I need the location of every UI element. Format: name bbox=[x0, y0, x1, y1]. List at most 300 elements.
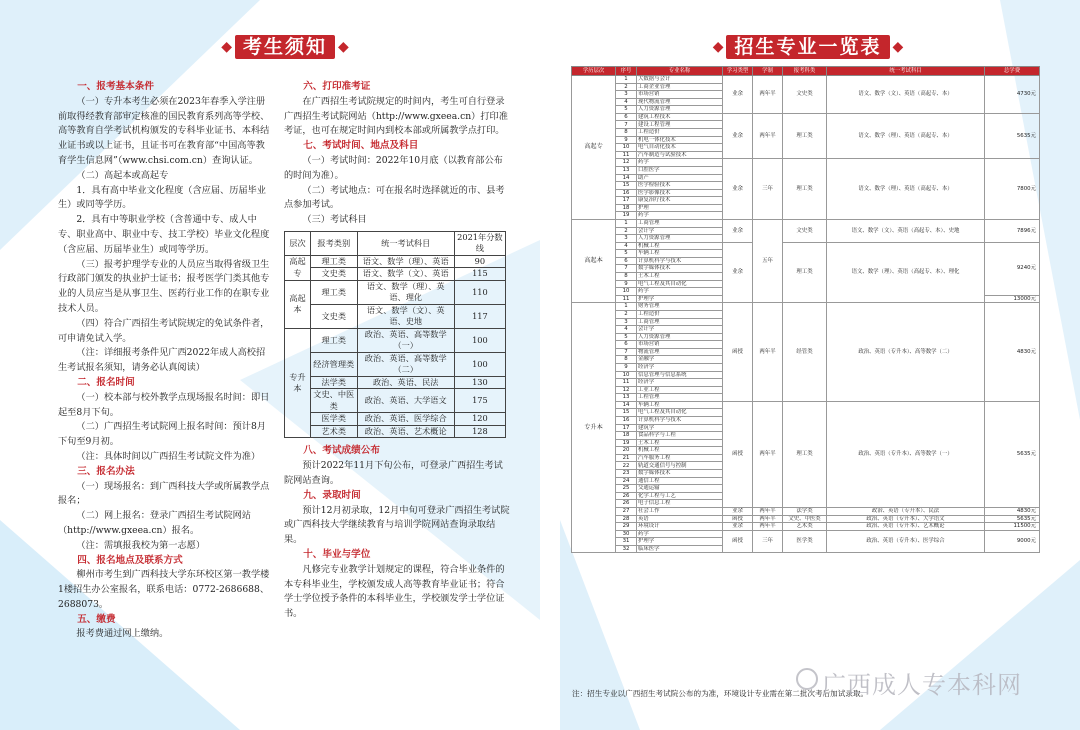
seq-cell: 12 bbox=[616, 386, 637, 394]
seq-cell: 17 bbox=[616, 424, 637, 432]
major-name-cell: 食品科学与工程 bbox=[637, 432, 723, 440]
exam-cell: 艺术类 bbox=[310, 425, 357, 438]
section-heading: 五、缴费 bbox=[77, 613, 116, 625]
seq-cell: 32 bbox=[616, 545, 637, 553]
majors-row bbox=[572, 113, 1040, 121]
majors-header-cell: 报考科类 bbox=[783, 67, 827, 76]
seq-cell: 7 bbox=[616, 121, 637, 129]
study-type-cell: 业余 bbox=[723, 242, 753, 303]
category-cell: 文史类 bbox=[783, 76, 827, 114]
exam-cell: 政治、英语、大学语文 bbox=[357, 389, 454, 413]
majors-header-cell: 学习类型 bbox=[723, 67, 753, 76]
major-name-cell: 物流管理 bbox=[637, 348, 723, 356]
ornament-icon: ◆ bbox=[712, 39, 724, 55]
major-name-cell: 土木工程 bbox=[637, 439, 723, 447]
left-title: 考生须知 bbox=[235, 35, 335, 59]
seq-cell: 29 bbox=[616, 523, 637, 531]
subjects-cell: 语文、数学（理）、英语（高起专、本）、理化 bbox=[827, 242, 985, 303]
exam-cell: 政治、英语、高等数学（二） bbox=[357, 352, 454, 376]
major-name-cell: 环境设计 bbox=[637, 523, 723, 531]
majors-header-cell: 序号 bbox=[616, 67, 637, 76]
duration-cell: 两年半 bbox=[753, 523, 783, 531]
paragraph: （注：需填报我校为第一志愿） bbox=[76, 539, 206, 551]
exam-table-row bbox=[285, 425, 506, 438]
seq-cell: 1 bbox=[616, 303, 637, 311]
paragraph: （注：详细报考条件见广西2022年成人高校招生考试报名须知，请务必认真阅读） bbox=[58, 347, 266, 374]
exam-table-header bbox=[285, 231, 506, 255]
notice-column-1 bbox=[58, 80, 270, 642]
category-cell: 艺术类 bbox=[783, 523, 827, 531]
seq-cell: 15 bbox=[616, 409, 637, 417]
fee-cell: 11500元 bbox=[985, 523, 1040, 531]
category-cell: 文史类 bbox=[783, 219, 827, 242]
exam-header-cell: 报考类别 bbox=[310, 231, 357, 255]
category-cell: 理工类 bbox=[783, 242, 827, 303]
majors-row bbox=[572, 159, 1040, 167]
section-heading: 十、毕业与学位 bbox=[303, 549, 371, 561]
major-name-cell: 建筑学 bbox=[637, 424, 723, 432]
duration-cell: 两年半 bbox=[753, 303, 783, 402]
exam-cell: 175 bbox=[454, 389, 505, 413]
paragraph: 1．具有高中毕业文化程度（含应届、历届毕业生）或同等学历。 bbox=[58, 184, 266, 211]
major-name-cell: 医学检验技术 bbox=[637, 182, 723, 190]
paragraph: （三）报考护理学专业的人员应当取得省级卫生行政部门颁发的执业护士证书；报考医学门类其他专业的人员应当是从事卫生、医药行业工作的在职专业技术人员。 bbox=[58, 258, 270, 314]
majors-row bbox=[572, 219, 1040, 227]
exam-cell: 130 bbox=[454, 376, 505, 389]
fee-cell: 4830元 bbox=[985, 507, 1040, 515]
major-name-cell: 通信工程 bbox=[637, 477, 723, 485]
subjects-cell: 语文、数学（文）、英语（高起专、本） bbox=[827, 76, 985, 114]
major-name-cell: 化学工程与工艺 bbox=[637, 492, 723, 500]
seq-cell: 13 bbox=[616, 394, 637, 402]
level-cell: 专升本 bbox=[572, 303, 616, 553]
seq-cell: 20 bbox=[616, 447, 637, 455]
exam-table-row bbox=[285, 328, 506, 352]
fee-cell: 7896元 bbox=[985, 219, 1040, 242]
study-type-cell: 函授 bbox=[723, 303, 753, 402]
seq-cell: 13 bbox=[616, 166, 637, 174]
seq-cell: 6 bbox=[616, 341, 637, 349]
subjects-cell: 语文、数学（理）、英语（高起专、本） bbox=[827, 113, 985, 158]
exam-level-cell: 专升本 bbox=[285, 328, 311, 438]
seq-cell: 11 bbox=[616, 295, 637, 303]
major-name-cell: 工商企业管理 bbox=[637, 83, 723, 91]
category-cell: 理工类 bbox=[783, 159, 827, 220]
seq-cell: 19 bbox=[616, 212, 637, 220]
exam-cell: 100 bbox=[454, 328, 505, 352]
exam-cell: 政治、英语、高等数学（一） bbox=[357, 328, 454, 352]
category-cell: 经管类 bbox=[783, 303, 827, 402]
exam-cell: 100 bbox=[454, 352, 505, 376]
seq-cell: 2 bbox=[616, 310, 637, 318]
major-name-cell: 电气工程及其自动化 bbox=[637, 280, 723, 288]
major-name-cell: 工程造价 bbox=[637, 310, 723, 318]
major-name-cell: 医学影像技术 bbox=[637, 189, 723, 197]
seq-cell: 9 bbox=[616, 280, 637, 288]
fee-cell: 9000元 bbox=[985, 530, 1040, 553]
study-type-cell: 业余 bbox=[723, 76, 753, 114]
ornament-icon: ◆ bbox=[892, 39, 904, 55]
exam-cell: 经济管理类 bbox=[310, 352, 357, 376]
major-name-cell: 人力资源管理 bbox=[637, 235, 723, 243]
major-name-cell: 大数据与会计 bbox=[637, 76, 723, 84]
seq-cell: 16 bbox=[616, 417, 637, 425]
paragraph: 凡修完专业教学计划规定的课程，符合毕业条件的本专科毕业生，学校颁发成人高等教育毕业证书；符合学士学位授予条件的本科毕业生，学校颁发学士学位证书。 bbox=[284, 563, 505, 620]
exam-header-cell: 2021年分数线 bbox=[454, 231, 505, 255]
study-type-cell: 函授 bbox=[723, 515, 753, 523]
fee-cell: 4730元 bbox=[985, 76, 1040, 114]
subjects-cell: 政治、英语（专升本）、艺术概论 bbox=[827, 523, 985, 531]
seq-cell: 14 bbox=[616, 401, 637, 409]
exam-table-row bbox=[285, 376, 506, 389]
section-heading: 八、考试成绩公布 bbox=[303, 445, 380, 457]
duration-cell: 五年 bbox=[753, 219, 783, 302]
exam-level-cell: 高起专 bbox=[285, 255, 311, 280]
duration-cell: 两年半 bbox=[753, 515, 783, 523]
subjects-cell: 语文、数学（理）、英语（高起专、本） bbox=[827, 159, 985, 220]
exam-table-row bbox=[285, 268, 506, 281]
paragraph: （一）专升本考生必须在2023年春季入学注册前取得经教育部审定核准的国民教育系列高等学校、高等教育自学考试机构颁发的专科毕业证书、本科结业证书或以上证书，且证书可在教育部“中国高等教育学生信息网”（www.chsi.com.cn）查询认证。 bbox=[58, 95, 270, 166]
exam-header-cell: 层次 bbox=[285, 231, 311, 255]
exam-table-row bbox=[285, 352, 506, 376]
majors-row bbox=[572, 523, 1040, 531]
fee-cell: 9240元 bbox=[985, 242, 1040, 295]
paragraph: （二）网上报名：登录广西招生考试院网站（http://www.gxeea.cn）报名。 bbox=[58, 510, 251, 536]
major-name-cell: 市场营销 bbox=[637, 341, 723, 349]
category-cell: 理工类 bbox=[783, 113, 827, 158]
level-cell: 高起本 bbox=[572, 219, 616, 302]
exam-table-row bbox=[285, 280, 506, 304]
major-name-cell: 汽车服务工程 bbox=[637, 454, 723, 462]
left-header bbox=[200, 33, 370, 61]
section-heading: 二、报名时间 bbox=[77, 376, 135, 388]
seq-cell: 3 bbox=[616, 318, 637, 326]
seq-cell: 21 bbox=[616, 454, 637, 462]
fee-cell: 13000元 bbox=[985, 295, 1040, 303]
major-name-cell: 轨道交通信号与控制 bbox=[637, 462, 723, 470]
notice-column-2-top bbox=[284, 80, 510, 228]
major-name-cell: 车辆工程 bbox=[637, 401, 723, 409]
exam-cell: 文史类 bbox=[310, 268, 357, 281]
major-name-cell: 经济学 bbox=[637, 379, 723, 387]
seq-cell: 9 bbox=[616, 136, 637, 144]
watermark: 广西成人专本科网 bbox=[822, 671, 1022, 699]
major-name-cell: 人力资源管理 bbox=[637, 333, 723, 341]
exam-cell: 语文、数学（理）、英语、理化 bbox=[357, 280, 454, 304]
exam-cell: 120 bbox=[454, 413, 505, 426]
paragraph: 报考费通过网上缴纳。 bbox=[76, 628, 169, 640]
subjects-cell: 语文、数学（文）、英语（高起专、本）、史地 bbox=[827, 219, 985, 242]
major-name-cell: 土木工程 bbox=[637, 273, 723, 281]
seq-cell: 23 bbox=[616, 470, 637, 478]
seq-cell: 11 bbox=[616, 151, 637, 159]
exam-cell: 文史类 bbox=[310, 304, 357, 328]
seq-cell: 30 bbox=[616, 530, 637, 538]
paragraph: （一）校本部与校外教学点现场报名时间：即日起至8月下旬。 bbox=[58, 391, 270, 418]
exam-cell: 理工类 bbox=[310, 255, 357, 268]
duration-cell: 三年 bbox=[753, 159, 783, 220]
major-name-cell: 工商管理 bbox=[637, 318, 723, 326]
seq-cell: 2 bbox=[616, 227, 637, 235]
category-cell: 法学类 bbox=[783, 507, 827, 515]
major-name-cell: 机电一体化技术 bbox=[637, 136, 723, 144]
level-cell: 高起专 bbox=[572, 76, 616, 220]
paragraph: 在广西招生考试院规定的时间内，考生可自行登录广西招生考试院网站（http://www.gxeea.cn）打印准考证，也可在规定时间内到校本部或所属教学点打印。 bbox=[284, 95, 508, 137]
category-cell: 文史、中医类 bbox=[783, 515, 827, 523]
majors-row bbox=[572, 242, 1040, 250]
exam-cell: 理工类 bbox=[310, 328, 357, 352]
major-name-cell: 口腔医学 bbox=[637, 166, 723, 174]
section-heading: 三、报名办法 bbox=[77, 465, 135, 477]
exam-cell: 政治、英语、艺术概论 bbox=[357, 425, 454, 438]
duration-cell: 三年 bbox=[753, 530, 783, 553]
paragraph: （二）高起本或高起专 bbox=[76, 169, 169, 181]
majors-header-cell: 总学费 bbox=[985, 67, 1040, 76]
seq-cell: 4 bbox=[616, 326, 637, 334]
major-name-cell: 金融学 bbox=[637, 356, 723, 364]
fee-cell: 5635元 bbox=[985, 113, 1040, 158]
seq-cell: 8 bbox=[616, 273, 637, 281]
seq-cell: 19 bbox=[616, 439, 637, 447]
study-type-cell: 业余 bbox=[723, 507, 753, 515]
majors-row bbox=[572, 76, 1040, 84]
seq-cell: 17 bbox=[616, 197, 637, 205]
major-name-cell: 数字媒体技术 bbox=[637, 265, 723, 273]
section-heading: 九、录取时间 bbox=[303, 489, 361, 501]
subjects-cell: 政治、英语（专升本）、大学语文 bbox=[827, 515, 985, 523]
major-name-cell: 工程造价 bbox=[637, 129, 723, 137]
paragraph: 柳州市考生到广西科技大学东环校区第一教学楼1楼招生办公室报名，联系电话：0772-2686688、2688073。 bbox=[58, 569, 270, 610]
seq-cell: 12 bbox=[616, 159, 637, 167]
major-name-cell: 交通运输 bbox=[637, 485, 723, 493]
wechat-icon bbox=[796, 668, 818, 690]
major-name-cell: 药学 bbox=[637, 288, 723, 296]
duration-cell: 两年半 bbox=[753, 113, 783, 158]
seq-cell: 18 bbox=[616, 204, 637, 212]
study-type-cell: 业余 bbox=[723, 159, 753, 220]
seq-cell: 18 bbox=[616, 432, 637, 440]
major-name-cell: 助产 bbox=[637, 174, 723, 182]
right-title: 招生专业一览表 bbox=[726, 35, 889, 59]
seq-cell: 6 bbox=[616, 113, 637, 121]
seq-cell: 4 bbox=[616, 98, 637, 106]
footnote: 注：招生专业以广西招生考试院公布的为准，环境设计专业需在第二批次考后加试录取。 bbox=[572, 689, 869, 698]
notice-column-2-bottom bbox=[284, 444, 510, 622]
major-name-cell: 电子信息工程 bbox=[637, 500, 723, 508]
exam-cell: 医学类 bbox=[310, 413, 357, 426]
exam-table-row bbox=[285, 389, 506, 413]
paragraph: 预计2022年11月下旬公布，可登录广西招生考试院网站查询。 bbox=[284, 460, 503, 487]
seq-cell: 8 bbox=[616, 129, 637, 137]
seq-cell: 10 bbox=[616, 288, 637, 296]
major-name-cell: 数字媒体技术 bbox=[637, 470, 723, 478]
major-name-cell: 建设工程管理 bbox=[637, 121, 723, 129]
major-name-cell: 建筑工程技术 bbox=[637, 113, 723, 121]
paragraph: （四）符合广西招生考试院规定的免试条件者，可申请免试入学。 bbox=[58, 317, 270, 344]
major-name-cell: 现代物流管理 bbox=[637, 98, 723, 106]
seq-cell: 15 bbox=[616, 182, 637, 190]
study-type-cell: 业余 bbox=[723, 523, 753, 531]
seq-cell: 24 bbox=[616, 477, 637, 485]
category-cell: 医学类 bbox=[783, 530, 827, 553]
major-name-cell: 电气自动化技术 bbox=[637, 144, 723, 152]
major-name-cell: 护理 bbox=[637, 204, 723, 212]
seq-cell: 3 bbox=[616, 235, 637, 243]
seq-cell: 11 bbox=[616, 379, 637, 387]
seq-cell: 1 bbox=[616, 219, 637, 227]
major-name-cell: 社会工作 bbox=[637, 507, 723, 515]
exam-cell: 文史、中医类 bbox=[310, 389, 357, 413]
exam-cell: 110 bbox=[454, 280, 505, 304]
seq-cell: 5 bbox=[616, 250, 637, 258]
exam-subjects-table bbox=[284, 231, 506, 439]
major-name-cell: 机械工程 bbox=[637, 242, 723, 250]
study-type-cell: 业余 bbox=[723, 219, 753, 242]
subjects-cell: 政治、英语（专升本）、民法 bbox=[827, 507, 985, 515]
seq-cell: 2 bbox=[616, 83, 637, 91]
right-header bbox=[708, 33, 908, 61]
seq-cell: 16 bbox=[616, 189, 637, 197]
duration-cell: 两年半 bbox=[753, 507, 783, 515]
major-name-cell: 财务管理 bbox=[637, 303, 723, 311]
major-name-cell: 临床医学 bbox=[637, 545, 723, 553]
exam-cell: 法学类 bbox=[310, 376, 357, 389]
seq-cell: 6 bbox=[616, 257, 637, 265]
duration-cell: 两年半 bbox=[753, 401, 783, 507]
fee-cell: 5635元 bbox=[985, 401, 1040, 507]
major-name-cell: 工商管理 bbox=[637, 219, 723, 227]
exam-table-row bbox=[285, 255, 506, 268]
seq-cell: 9 bbox=[616, 363, 637, 371]
major-name-cell: 车辆工程 bbox=[637, 250, 723, 258]
major-name-cell: 工业工程 bbox=[637, 386, 723, 394]
majors-table bbox=[571, 66, 1040, 553]
seq-cell: 14 bbox=[616, 174, 637, 182]
subjects-cell: 政治、英语（专升本）、高等数学（二） bbox=[827, 303, 985, 402]
major-name-cell: 市场营销 bbox=[637, 91, 723, 99]
paragraph: 预计12月初录取，12月中旬可登录广西招生考试院或广西科技大学继续教育与培训学院网站查询录取结果。 bbox=[284, 504, 510, 546]
paragraph: （一）考试时间：2022年10月底（以教育部公布的时间为准）。 bbox=[284, 154, 503, 181]
majors-row bbox=[572, 530, 1040, 538]
seq-cell: 27 bbox=[616, 507, 637, 515]
seq-cell: 5 bbox=[616, 106, 637, 114]
exam-cell: 语文、数学（理）、英语 bbox=[357, 255, 454, 268]
exam-cell: 政治、英语、医学综合 bbox=[357, 413, 454, 426]
major-name-cell: 会计学 bbox=[637, 326, 723, 334]
seq-cell: 8 bbox=[616, 356, 637, 364]
exam-cell: 117 bbox=[454, 304, 505, 328]
majors-row bbox=[572, 303, 1040, 311]
fee-cell: 7800元 bbox=[985, 159, 1040, 220]
paragraph: （二）广西招生考试院网上报名时间：预计8月下旬至9月初。 bbox=[58, 421, 266, 448]
ornament-icon: ◆ bbox=[338, 39, 349, 55]
seq-cell: 5 bbox=[616, 333, 637, 341]
major-name-cell: 英语 bbox=[637, 515, 723, 523]
fee-cell: 4830元 bbox=[985, 303, 1040, 402]
major-name-cell: 药学 bbox=[637, 212, 723, 220]
duration-cell: 两年半 bbox=[753, 76, 783, 114]
majors-row bbox=[572, 515, 1040, 523]
seq-cell: 4 bbox=[616, 242, 637, 250]
paragraph: 2．具有中等职业学校（含普通中专、成人中专、职业高中、职业中专、技工学校）毕业文化程度（含应届、历届毕业生）或同等学历。 bbox=[58, 214, 270, 255]
study-type-cell: 业余 bbox=[723, 113, 753, 158]
exam-cell: 语文、数学（文）、英语、史地 bbox=[357, 304, 454, 328]
majors-table-header bbox=[572, 67, 1040, 76]
exam-cell: 政治、英语、民法 bbox=[357, 376, 454, 389]
majors-header-cell: 专业名称 bbox=[637, 67, 723, 76]
seq-cell: 28 bbox=[616, 515, 637, 523]
seq-cell: 10 bbox=[616, 144, 637, 152]
study-type-cell: 函授 bbox=[723, 401, 753, 507]
seq-cell: 7 bbox=[616, 265, 637, 273]
exam-cell: 128 bbox=[454, 425, 505, 438]
major-name-cell: 康复治疗技术 bbox=[637, 197, 723, 205]
majors-row bbox=[572, 401, 1040, 409]
seq-cell: 31 bbox=[616, 538, 637, 546]
section-heading: 四、报名地点及联系方式 bbox=[77, 554, 183, 566]
majors-header-cell: 统一考试科目 bbox=[827, 67, 985, 76]
seq-cell: 1 bbox=[616, 76, 637, 84]
category-cell: 理工类 bbox=[783, 401, 827, 507]
major-name-cell: 计算机科学与技术 bbox=[637, 417, 723, 425]
notice-column-2 bbox=[284, 80, 510, 622]
subjects-cell: 政治、英语（专升本）、医学综合 bbox=[827, 530, 985, 553]
paragraph: （三）考试科目 bbox=[302, 214, 367, 226]
exam-table-row bbox=[285, 413, 506, 426]
exam-level-cell: 高起本 bbox=[285, 280, 311, 328]
seq-cell: 7 bbox=[616, 348, 637, 356]
exam-cell: 115 bbox=[454, 268, 505, 281]
seq-cell: 26 bbox=[616, 500, 637, 508]
major-name-cell: 工程管理 bbox=[637, 394, 723, 402]
major-name-cell: 机械工程 bbox=[637, 447, 723, 455]
subjects-cell: 政治、英语（专升本）、高等数学（一） bbox=[827, 401, 985, 507]
major-name-cell: 护理学 bbox=[637, 295, 723, 303]
exam-cell: 语文、数学（文）、英语 bbox=[357, 268, 454, 281]
major-name-cell: 药学 bbox=[637, 530, 723, 538]
study-type-cell: 函授 bbox=[723, 530, 753, 553]
major-name-cell: 护理学 bbox=[637, 538, 723, 546]
ornament-icon: ◆ bbox=[221, 39, 232, 55]
majors-header-cell: 学历层次 bbox=[572, 67, 616, 76]
section-heading: 一、报考基本条件 bbox=[77, 81, 154, 92]
exam-cell: 90 bbox=[454, 255, 505, 268]
majors-row bbox=[572, 507, 1040, 515]
major-name-cell: 信息管理与信息系统 bbox=[637, 371, 723, 379]
exam-header-cell: 统一考试科目 bbox=[357, 231, 454, 255]
seq-cell: 26 bbox=[616, 492, 637, 500]
fee-cell: 5635元 bbox=[985, 515, 1040, 523]
exam-table-row bbox=[285, 304, 506, 328]
section-heading: 六、打印准考证 bbox=[303, 81, 371, 92]
seq-cell: 3 bbox=[616, 91, 637, 99]
major-name-cell: 药学 bbox=[637, 159, 723, 167]
major-name-cell: 经济学 bbox=[637, 363, 723, 371]
paragraph: （注：具体时间以广西招生考试院文件为准） bbox=[76, 450, 261, 462]
seq-cell: 10 bbox=[616, 371, 637, 379]
paragraph: （一）现场报名：到广西科技大学或所属教学点报名； bbox=[58, 480, 270, 507]
major-name-cell: 汽车制造与试验技术 bbox=[637, 151, 723, 159]
major-name-cell: 计算机科学与技术 bbox=[637, 257, 723, 265]
seq-cell: 25 bbox=[616, 485, 637, 493]
seq-cell: 22 bbox=[616, 462, 637, 470]
major-name-cell: 会计学 bbox=[637, 227, 723, 235]
major-name-cell: 电气工程及其自动化 bbox=[637, 409, 723, 417]
exam-cell: 理工类 bbox=[310, 280, 357, 304]
section-heading: 七、考试时间、地点及科目 bbox=[303, 140, 419, 152]
paragraph: （二）考试地点：可在报名时选择就近的市、县考点参加考试。 bbox=[284, 184, 505, 211]
majors-header-cell: 学制 bbox=[753, 67, 783, 76]
